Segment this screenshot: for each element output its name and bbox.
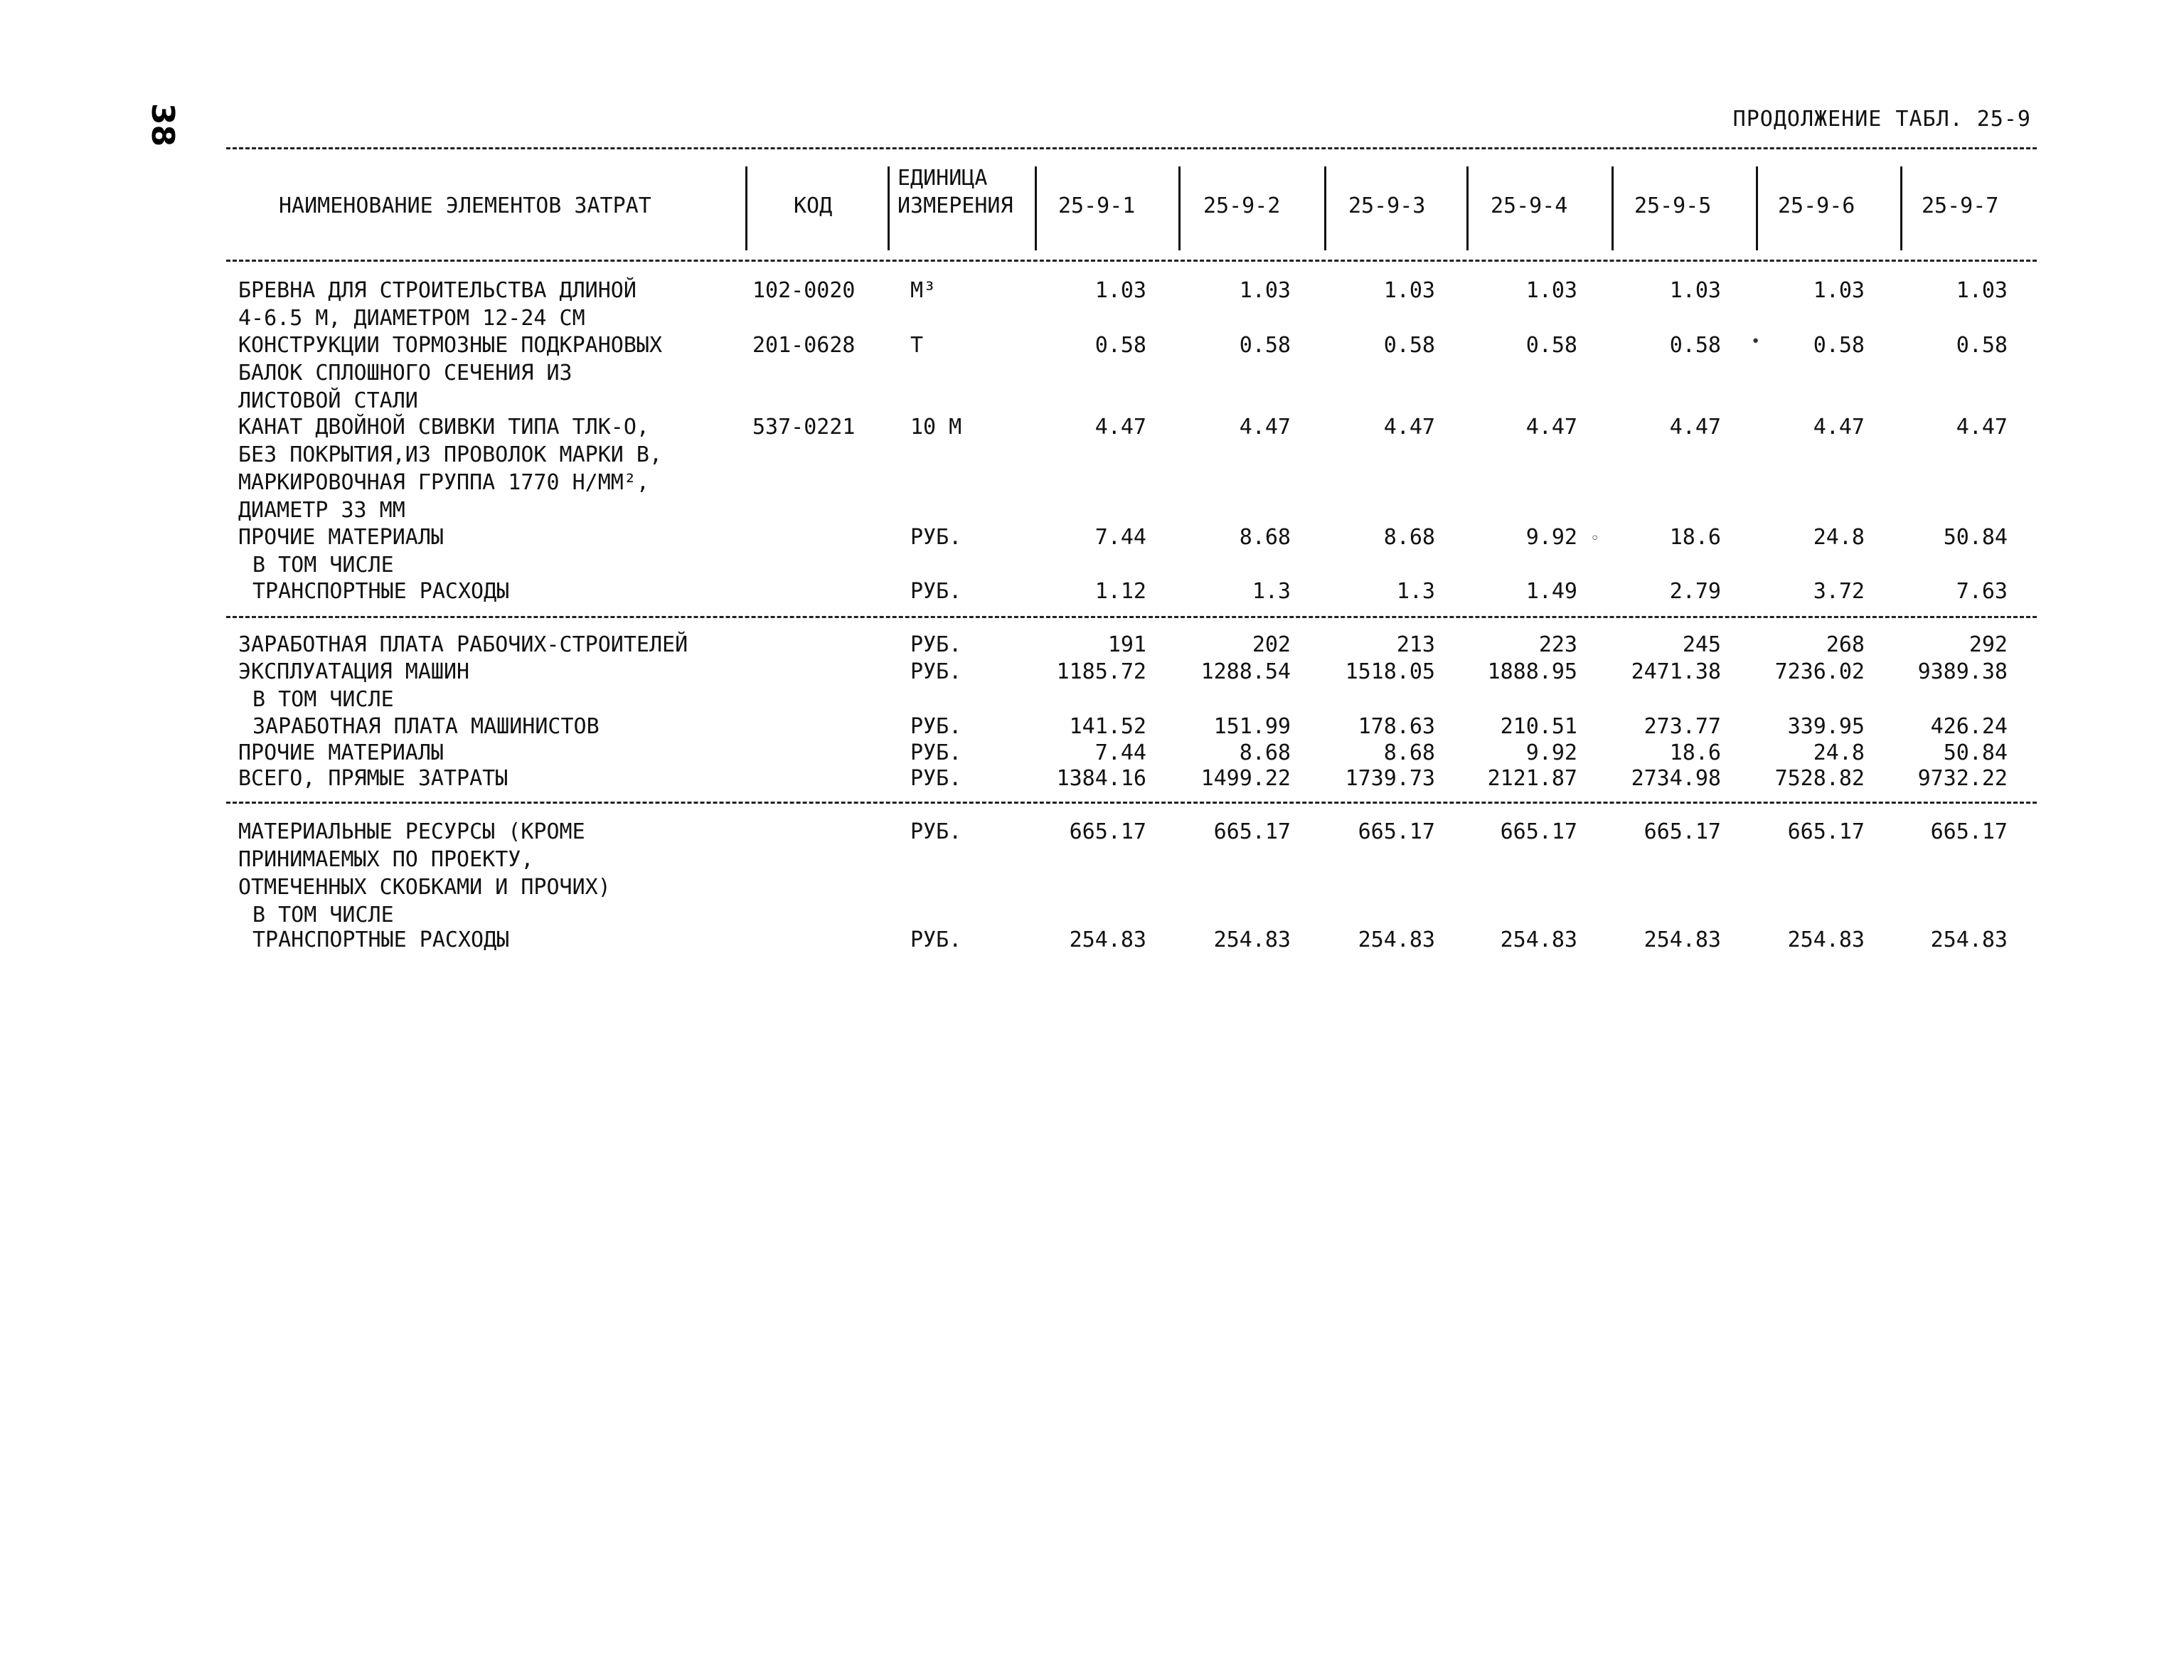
row-name-line: ПРОЧИЕ МАТЕРИАЛЫ (238, 740, 444, 765)
row-value: 339.95 (1787, 714, 1865, 739)
row-name-line: В ТОМ ЧИСЛЕ (252, 553, 394, 578)
row-value: 223 (1538, 632, 1577, 657)
row-value: 665.17 (1644, 819, 1721, 844)
row-value: 0.58 (1956, 333, 2008, 358)
row-value: 1185.72 (1056, 659, 1146, 684)
row-name-line: ВСЕГО, ПРЯМЫЕ ЗАТРАТЫ (238, 766, 508, 791)
row-value: 665.17 (1358, 819, 1435, 844)
header-divider (1178, 166, 1181, 250)
row-value: 4.47 (1383, 415, 1435, 440)
row-value: 50.84 (1943, 525, 2008, 550)
row-value: 254.83 (1644, 927, 1721, 952)
row-unit: РУБ. (910, 579, 962, 604)
row-value: 4.47 (1094, 415, 1146, 440)
row-value: 178.63 (1358, 714, 1435, 739)
row-value: 0.58 (1094, 333, 1146, 358)
row-unit: РУБ. (910, 740, 962, 765)
row-value: 1288.54 (1200, 659, 1291, 684)
row-value: 7.63 (1956, 579, 2008, 604)
header-column-5: 25-9-5 (1634, 193, 1712, 218)
row-value: 0.58 (1525, 333, 1577, 358)
row-value: 9389.38 (1917, 659, 2008, 684)
row-code: 537-0221 (752, 415, 856, 440)
row-value: 4.47 (1956, 415, 2008, 440)
row-name-line: БЕЗ ПОКРЫТИЯ,ИЗ ПРОВОЛОК МАРКИ В, (238, 442, 663, 467)
row-unit: РУБ. (910, 714, 962, 739)
row-value: 254.83 (1069, 927, 1146, 952)
row-value: 2471.38 (1631, 659, 1721, 684)
row-value: 254.83 (1930, 927, 2008, 952)
row-value: 426.24 (1930, 714, 2008, 739)
row-value: 7.44 (1094, 525, 1146, 550)
row-name-line: ДИАМЕТР 33 ММ (238, 498, 405, 523)
header-divider (1324, 166, 1326, 250)
row-name-line: КОНСТРУКЦИИ ТОРМОЗНЫЕ ПОДКРАНОВЫХ (238, 333, 663, 358)
header-rule (226, 260, 2037, 262)
row-value: 4.47 (1813, 415, 1865, 440)
row-value: 0.58 (1813, 333, 1865, 358)
row-value: 8.68 (1239, 740, 1291, 765)
row-value: 24.8 (1813, 740, 1865, 765)
row-value: 8.68 (1383, 525, 1435, 550)
row-value: 141.52 (1069, 714, 1146, 739)
header-divider (888, 166, 890, 250)
row-value: 665.17 (1787, 819, 1865, 844)
row-value: 24.8 (1813, 525, 1865, 550)
row-unit: РУБ. (910, 632, 962, 657)
row-unit: РУБ. (910, 766, 962, 791)
row-value: 665.17 (1213, 819, 1291, 844)
header-divider (1612, 166, 1614, 250)
row-name-line: БРЕВНА ДЛЯ СТРОИТЕЛЬСТВА ДЛИНОЙ (238, 278, 636, 303)
row-value: 202 (1252, 632, 1291, 657)
row-value: 254.83 (1358, 927, 1435, 952)
row-name-line: ПРИНИМАЕМЫХ ПО ПРОЕКТУ, (238, 847, 534, 872)
row-value: 7.44 (1094, 740, 1146, 765)
row-value: 665.17 (1500, 819, 1577, 844)
row-name-line: В ТОМ ЧИСЛЕ (252, 903, 394, 927)
row-value: 1.03 (1094, 278, 1146, 303)
row-name-line: ТРАНСПОРТНЫЕ РАСХОДЫ (252, 927, 510, 952)
row-name-line: ЗАРАБОТНАЯ ПЛАТА МАШИНИСТОВ (252, 714, 600, 739)
row-unit: М³ (910, 278, 937, 303)
row-value: 1.49 (1525, 579, 1577, 604)
row-value: 1.3 (1396, 579, 1435, 604)
row-value: 213 (1396, 632, 1435, 657)
row-value: 254.83 (1213, 927, 1291, 952)
row-name-line: ТРАНСПОРТНЫЕ РАСХОДЫ (252, 579, 510, 604)
row-value: 1.03 (1239, 278, 1291, 303)
row-name-line: МАТЕРИАЛЬНЫЕ РЕСУРСЫ (КРОМЕ (238, 819, 585, 844)
row-value: 1888.95 (1487, 659, 1577, 684)
row-value: 2121.87 (1487, 766, 1577, 791)
row-name-line: ОТМЕЧЕННЫХ СКОБКАМИ И ПРОЧИХ) (238, 875, 611, 900)
row-value: 50.84 (1943, 740, 2008, 765)
row-name-line: БАЛОК СПЛОШНОГО СЕЧЕНИЯ ИЗ (238, 361, 572, 386)
row-name-line: 4-6.5 М, ДИАМЕТРОМ 12-24 СМ (238, 306, 585, 331)
row-value: 9732.22 (1917, 766, 2008, 791)
row-value: 1.03 (1956, 278, 2008, 303)
row-unit: РУБ. (910, 525, 962, 550)
row-value: 151.99 (1213, 714, 1291, 739)
row-value: 1739.73 (1345, 766, 1435, 791)
row-name-line: ЗАРАБОТНАЯ ПЛАТА РАБОЧИХ-СТРОИТЕЛЕЙ (238, 632, 688, 657)
row-value: 8.68 (1383, 740, 1435, 765)
row-name-line: ПРОЧИЕ МАТЕРИАЛЫ (238, 525, 444, 550)
row-value: 1.12 (1094, 579, 1146, 604)
row-value: 7236.02 (1774, 659, 1865, 684)
row-name-line: МАРКИРОВОЧНАЯ ГРУППА 1770 Н/ММ², (238, 470, 649, 495)
header-divider (1035, 166, 1037, 250)
row-value: 1.03 (1525, 278, 1577, 303)
row-value: 268 (1826, 632, 1865, 657)
row-name-line: КАНАТ ДВОЙНОЙ СВИВКИ ТИПА ТЛК-О, (238, 415, 649, 440)
row-code: 102-0020 (752, 278, 856, 303)
section-rule-1 (226, 616, 2037, 618)
row-value: 18.6 (1669, 525, 1721, 550)
row-value: 3.72 (1813, 579, 1865, 604)
row-value: 210.51 (1500, 714, 1577, 739)
table-top-rule (226, 147, 2037, 149)
row-value: 1499.22 (1200, 766, 1291, 791)
row-value: 1.03 (1383, 278, 1435, 303)
row-value: 665.17 (1069, 819, 1146, 844)
row-value: 9.92 (1525, 740, 1577, 765)
row-value: 7528.82 (1774, 766, 1865, 791)
row-value: 245 (1682, 632, 1721, 657)
stray-mark: • (1751, 333, 1761, 351)
row-name-line: ЭКСПЛУАТАЦИЯ МАШИН (238, 659, 470, 684)
row-unit: РУБ. (910, 659, 962, 684)
row-value: 292 (1969, 632, 2008, 657)
row-value: 254.83 (1500, 927, 1577, 952)
row-value: 191 (1107, 632, 1146, 657)
row-value: 18.6 (1669, 740, 1721, 765)
row-value: 0.58 (1669, 333, 1721, 358)
row-name-line: ЛИСТОВОЙ СТАЛИ (238, 388, 418, 413)
row-unit: Т (910, 333, 924, 358)
header-divider (1756, 166, 1758, 250)
row-value: 9.92 (1525, 525, 1577, 550)
row-code: 201-0628 (752, 333, 856, 358)
header-divider (1466, 166, 1469, 250)
row-value: 1384.16 (1056, 766, 1146, 791)
row-value: 1.03 (1669, 278, 1721, 303)
row-value: 2.79 (1669, 579, 1721, 604)
section-rule-2 (226, 802, 2037, 804)
row-unit: 10 М (910, 415, 962, 440)
row-value: 4.47 (1525, 415, 1577, 440)
header-column-4: 25-9-4 (1491, 193, 1568, 218)
stray-mark: ◦ (1590, 530, 1600, 548)
row-value: 665.17 (1930, 819, 2008, 844)
row-value: 8.68 (1239, 525, 1291, 550)
row-name-line: В ТОМ ЧИСЛЕ (252, 687, 394, 712)
page-number: 38 (144, 102, 181, 147)
row-value: 1518.05 (1345, 659, 1435, 684)
header-column-6: 25-9-6 (1778, 193, 1855, 218)
row-value: 4.47 (1239, 415, 1291, 440)
row-value: 1.3 (1252, 579, 1291, 604)
header-column-7: 25-9-7 (1922, 193, 1999, 218)
row-value: 0.58 (1239, 333, 1291, 358)
row-value: 0.58 (1383, 333, 1435, 358)
header-name: НАИМЕНОВАНИЕ ЭЛЕМЕНТОВ ЗАТРАТ (279, 193, 651, 218)
row-value: 254.83 (1787, 927, 1865, 952)
row-value: 4.47 (1669, 415, 1721, 440)
header-code: КОД (794, 193, 833, 218)
row-value: 2734.98 (1631, 766, 1721, 791)
continuation-title: ПРОДОЛЖЕНИЕ ТАБЛ. 25-9 (1732, 107, 2031, 132)
header-divider (1900, 166, 1902, 250)
header-unit-line2: ИЗМЕРЕНИЯ (897, 193, 1013, 218)
row-unit: РУБ. (910, 819, 962, 844)
row-value: 1.03 (1813, 278, 1865, 303)
header-column-2: 25-9-2 (1203, 193, 1281, 218)
row-unit: РУБ. (910, 927, 962, 952)
header-unit-line1: ЕДИНИЦА (897, 166, 988, 191)
header-column-1: 25-9-1 (1058, 193, 1136, 218)
header-divider (745, 166, 747, 250)
row-value: 273.77 (1644, 714, 1721, 739)
header-column-3: 25-9-3 (1348, 193, 1426, 218)
